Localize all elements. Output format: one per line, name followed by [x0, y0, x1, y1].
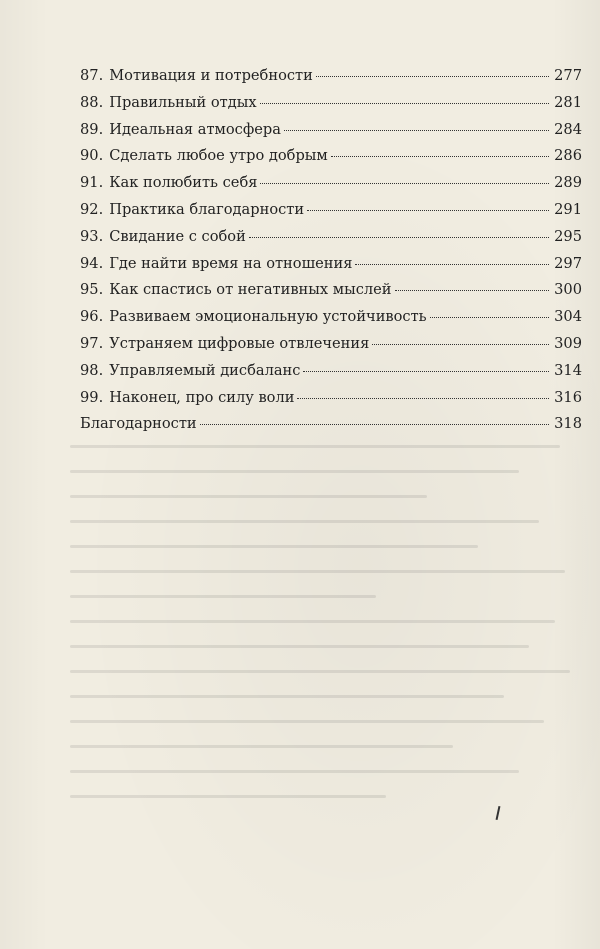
toc-entry-number: 90. [80, 147, 104, 165]
toc-entry-title: Как полюбить себя [109, 174, 258, 192]
toc-leader-dots [284, 130, 549, 131]
toc-leader-dots [372, 344, 549, 345]
toc-entry-number: 87. [80, 67, 104, 84]
toc-entry-number: 89. [80, 120, 104, 138]
toc-entry-title: Наконец, про силу воли [109, 388, 295, 406]
toc-leader-dots [260, 183, 549, 184]
toc-entry [80, 358, 582, 385]
toc-entry-title: Устраняем цифровые отвлечения [109, 334, 370, 352]
toc-entry-title: Как спастись от негативных мыслей [109, 281, 392, 299]
toc-entry-page: 318 [554, 415, 582, 433]
toc-entry-number: 99. [80, 388, 104, 406]
toc-leader-dots [200, 424, 549, 425]
toc-entry [80, 197, 582, 224]
toc-leader-dots [430, 317, 550, 318]
toc-entry-acknowledgements [80, 411, 582, 438]
table-of-contents [80, 63, 582, 438]
toc-entry-title: Правильный отдых [109, 93, 257, 111]
toc-entry-title: Мотивация и потребности [109, 67, 313, 84]
toc-entry [80, 117, 582, 144]
toc-entry-page: 277 [554, 67, 582, 84]
toc-leader-dots [355, 264, 549, 265]
toc-leader-dots [297, 398, 549, 399]
toc-entry-number: 94. [80, 254, 104, 272]
toc-leader-dots [249, 237, 549, 238]
toc-entry [80, 143, 582, 170]
toc-entry-title: Свидание с собой [109, 227, 246, 245]
toc-entry-page: 291 [554, 200, 582, 218]
toc-entry-title: Управляемый дисбаланс [109, 361, 301, 379]
toc-leader-dots [316, 76, 549, 77]
toc-leader-dots [303, 371, 549, 372]
toc-entry-number: 96. [80, 308, 104, 326]
toc-leader-dots [307, 210, 549, 211]
toc-entry-page: 316 [554, 388, 582, 406]
bleed-through-text [70, 445, 580, 820]
toc-entry-title: Благодарности [80, 415, 197, 433]
toc-entry-title: Идеальная атмосфера [109, 120, 281, 138]
toc-entry [80, 331, 582, 358]
toc-entry-number: 93. [80, 227, 104, 245]
toc-entry-title: Развиваем эмоциональную устойчивость [109, 308, 427, 326]
toc-entry-page: 281 [554, 93, 582, 111]
toc-entry-page: 297 [554, 254, 582, 272]
toc-entry-number: 91. [80, 174, 104, 192]
toc-entry-title: Где найти время на отношения [109, 254, 353, 272]
toc-entry-title: Сделать любое утро добрым [109, 147, 328, 165]
toc-entry-number: 88. [80, 93, 104, 111]
toc-entry-number: 98. [80, 361, 104, 379]
toc-entry [80, 90, 582, 117]
toc-entry [80, 277, 582, 304]
toc-leader-dots [395, 290, 550, 291]
toc-entry-number: 95. [80, 281, 104, 299]
toc-entry [80, 304, 582, 331]
toc-entry-number: 97. [80, 334, 104, 352]
toc-entry-number: 92. [80, 200, 104, 218]
toc-entry [80, 170, 582, 197]
toc-entry-page: 295 [554, 227, 582, 245]
toc-entry [80, 63, 582, 90]
toc-entry [80, 385, 582, 412]
toc-entry-page: 309 [554, 334, 582, 352]
toc-entry-page: 284 [554, 120, 582, 138]
toc-leader-dots [331, 156, 549, 157]
toc-entry-page: 286 [554, 147, 582, 165]
toc-entry-title: Практика благодарности [109, 200, 305, 218]
toc-entry-page: 300 [554, 281, 582, 299]
toc-entry-page: 289 [554, 174, 582, 192]
toc-entry-page: 304 [554, 308, 582, 326]
toc-entry [80, 224, 582, 251]
toc-entry-page: 314 [554, 361, 582, 379]
toc-entry [80, 251, 582, 278]
toc-leader-dots [260, 103, 550, 104]
